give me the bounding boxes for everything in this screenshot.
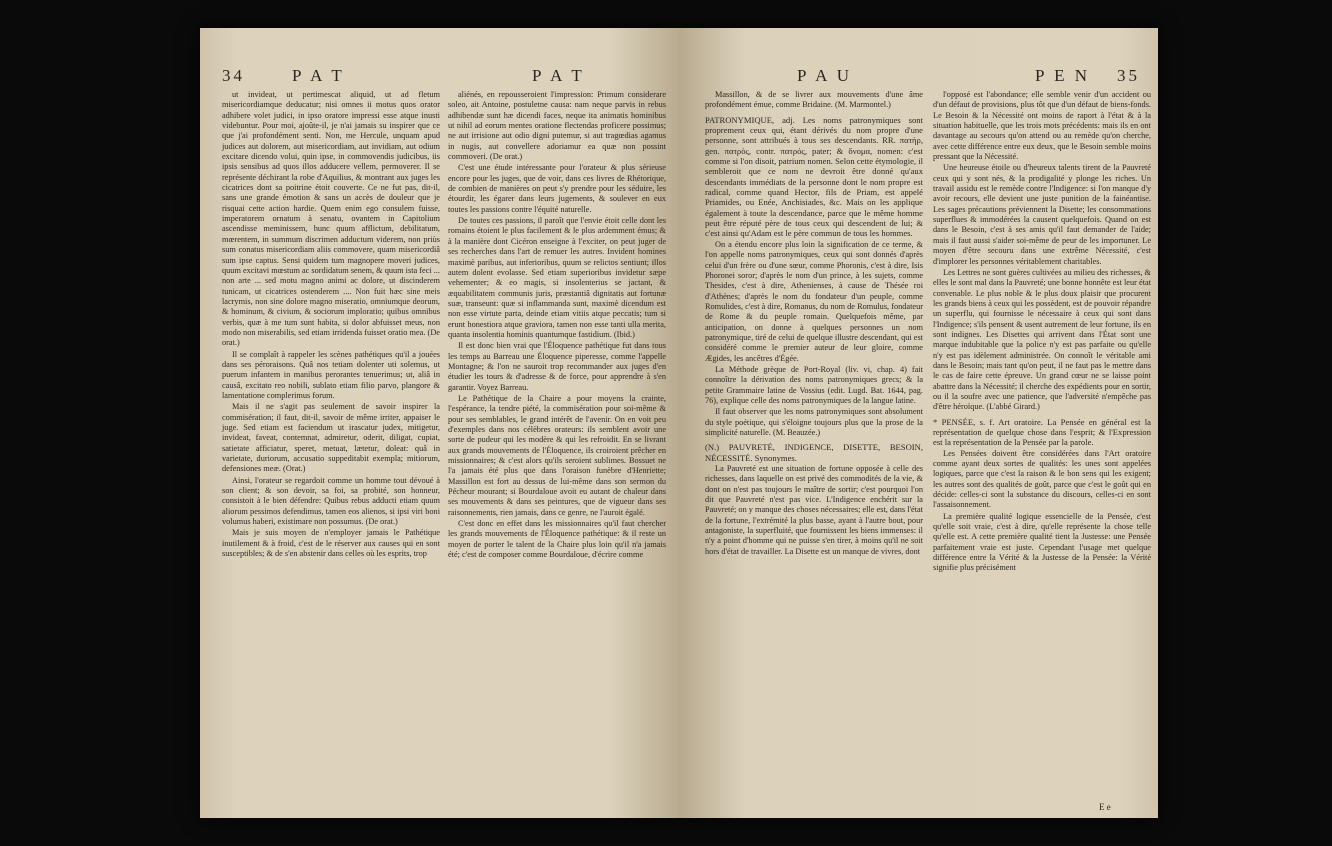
paragraph: Mais je suis moyen de n'employer jamais le Pathétique inutilement & à froid, c'est de le réserver aux causes qui en sont susceptibles; & de s'en abstenir dans celles où les esprits, trop [222,528,440,559]
paragraph: Ainsi, l'orateur se regardoit comme un homme tout dévoué à son client; & son devoir, sa foi, sa probité, son honneur, consistoit à le bien défendre: Quibus rebus adducti etiam quum aliorum pessimos defendimus, tamen eos alienos, si ipsi viri boni volumus haberi, existimare non possumus. (De orat.) [222,475,440,527]
paragraph: Une heureuse étoile ou d'heureux talents tirent de la Pauvreté ceux qui y sont nés, & la prodigalité y plonge les riches. Un travail assidu est le remède contre l'Indigence: si l'on manque d'y avoir recours, elle devient une juste punition de la fainéantise. Les sages précautions préviennent la Disette; les consommations superflues & immodérées la causent quelquefois. Quand on est dans le Besoin, c'est à ses amis qu'il faut demander de l'aide; mais il faut aussi s'aider soi-même de peur de les importuner. Le moyen d'être secouru dans une extrême Nécessité, c'est d'implorer les personnes véritablement charitables. [933,163,1151,266]
right-column-2 [933,90,1151,575]
paragraph: l'opposé est l'abondance; elle semble venir d'un accident ou d'un défaut de provisions, plus tôt que d'un défaut de biens-fonds. Le Besoin & la Nécessité ont moins de raport à l'état & à la situation habituelle, que les trois mots précédents: mais ils en ont davantage au secours qu'on attend ou au remède qu'on cherche, avec cette différence entre eux deux, que le Besoin semble moins pressant que la Nécessité. [933,90,1151,162]
right-header-right: P E N [1035,66,1090,85]
right-running-head [679,66,1158,88]
paragraph: C'est donc en effet dans les missionnaires qu'il faut chercher les grands mouvements de l'Éloquence pathétique: & il reste un moyen de porter le talent de la Chaire plus loin qu'il n'a jamais été; c'est de composer comme Bourdaloue, d'écrire comme [448,519,666,560]
paragraph: Le Pathétique de la Chaire a pour moyens la crainte, l'espérance, la tendre piété, la commisération pour soi-même & pour ses semblables, le grand intérêt de l'avenir. On en voit peu d'exemples dans nos célèbres orateurs: ils semblent avoir une sorte de pudeur qui les modère & qui les refroidit. En se livrant aux grands mouvements de l'Éloquence, ils croiroient prêcher en missionnaires; & c'est alors qu'ils seroient sublimes. Bossuet ne l'a jamais été plus que dans l'oraison funèbre d'Henriette; Massillon est fort au dessus de lui-même dans son sermon du Pécheur mourant; si Bourdaloue avoit eu autant de chaleur dans ses mouvements & dans ses peintures, que de vigueur dans ses raisonnements, rien jamais, dans ce genre, ne l'auroit égalé. [448,393,666,517]
right-column-1 [705,90,923,558]
left-header-left: P A T [292,66,345,85]
paragraph: Les Lettres ne sont guères cultivées au milieu des richesses, & elles le sont mal dans la Pauvreté; une bonne honnête est leur état convenable. Le plus noble & le plus doux plaisir que procurent les grands biens à ceux qui les possèdent, est de pouvoir répandre un superflu, qui fournisse le nécessaire à ceux qui sont dans l'Indigence; s'ils pensent & usent autrement de leur fortune, ils en sont indignes. Les Disettes qui arrivent dans l'État sont une marque indubitable que la police n'y est pas parfaite ou qu'elle n'y est pas idèlement administrée. On connoît le véritable ami dans le Besoin; mais tant qu'on peut, il ne faut pas le mettre dans le cas de faire cette épreuve. Un grand cœur ne se laisse point abattre dans la Nécessité; il cherche des expédients pour en sortir, ou il la soufre avec une patience, que l'adversité n'empêche pas d'être héroïque. (L'abbé Girard.) [933,267,1151,412]
book-spread [200,28,1158,818]
right-header-left: P A U [797,66,853,85]
left-running-head [200,66,679,88]
left-page [200,28,679,818]
paragraph: De toutes ces passions, il paroît que l'envie étoit celle dont les romains étoient le plus facilement & le plus ardemment émus; & à la manière dont Cicéron enseigne à l'exciter, on peut juger de ses recherches dans l'art de remuer les autres. Invident homines maximè paribus, aut inferioribus, quum se relictos sentiunt; illos autem dolent evolasse. Sed etiam superioribus invidetur sæpe vehementer; & eo magis, si insolenterius se jactant, & æquabilitatem communis juris, præstantiâ dignitatis aut fortunæ suæ, transeunt: quæ si inflammanda sunt, maximè dicendum est non esse virtute parta, deinde etiam vitiis atque peccatis; tum si erunt honestiora atque graviora, tamen non esse tanti ulla merita, quanta insolentia hominis quantumque fastidium. (Ibid.) [448,216,666,339]
paragraph: Il est donc bien vrai que l'Éloquence pathétique fut dans tous les temps au Barreau une Éloquence piperesse, comme l'appelle Montagne; & l'on ne sauroit trop recommander aux juges d'en étudier les tours & d'adresse & de force, pour apprendre à s'en garantir. Voyez Barreau. [448,341,666,392]
left-column-1 [222,90,440,560]
paragraph: Les Pensées doivent être considérées dans l'Art oratoire comme ayant deux sortes de qualités: les unes sont appelées logiques, parce que c'est la raison & le bon sens qui les exigent; les autres sont des qualités de goût, parce que c'est le goût qui en décide: celles-ci sont la substance du discours, celles-ci en sont l'assaisonnement. [933,448,1151,510]
entry-heading: * PENSÉE, s. f. Art oratoire. La Pensée en général est la représentation de quelque chose dans l'esprit; & l'Expression est la représentation de la Pensée par la parole. [933,416,1151,448]
paragraph: Il se complaît à rappeler les scènes pathétiques qu'il a jouées dans ses péroraisons. Quâ nos tetiam dolenter uti solemus, ut puerum infantem in manibus perorantes tenuerimus; ut, aliâ in causâ, excitato reo nobili, sublato etiam filio parvo, plangore & lamentatione complerimus forum. [222,349,440,400]
entry-heading: (N.) PAUVRETÉ, INDIGENCE, DISETTE, BESOIN, NÉCESSITÉ. Synonymes. [705,442,923,463]
paragraph: Massillon, & de se livrer aux mouvements d'une âme profondément émue, comme Bridaine. (M. Marmontel.) [705,90,923,110]
paragraph: ut invideat, ut pertimescat aliquid, ut ad fletum misericordiamque deducatur; nisi omnes ii motus quos orator adhibere volet judici, in ipso oratore impressi esse atque inusti videbuntur. Pour moi, ajoûte-il, je n'ai jamais su inspirer que ce que j'ai profondément senti. Non, me Hercule, unquam apud judices aut dolorem, aut misericordiam, aut invidiam, aut odium excitare dicendo volui, quin ipse, in commovendis judicibus, iis ipsis sensibus ad quos illos adducere vellem, permoverer. Il se représente déchirant la robe d'Aquilius, & montrant aux juges les cicatrices dont sa poitrine étoit couverte. Ce ne fut pas, dit-il, sans une grande émotion & sans un accès de douleur que je risquai cette action hardie. Quem enim ego consulem fuisse, imperatorem ornatum à senatu, ovantem in Capitolium ascendisse meminissem, hunc quum afflictum, debilitatum, mœrentem, in summum discrimen adductum viderem, non priùs sum conatus misericordiam aliis commovere, quam misericordiâ sum ipse captus. Sensi quidem tum magnopere moveri judices, quum excitavi mœstum ac sordidatum senem, & quum ista feci ... non arte ... sed motu magno animi ac dolore, ut discinderem tunicam, ut cicatrices ostenderem .... Non fuit hæc sine meis lacrymis, non sine dolore magno miseratio, omniumque deorum, & hominum, & civium, & sociorum imploratio; quibus omnibus verbis, quæ à me tum sunt habita, si dolor abfuisset meus, non modo non miserabilis, sed etiam irridenda fuisset oratio mea. (De orat.) [222,90,440,348]
left-page-number: 34 [222,66,245,85]
paragraph: PATRONYMIQUE, adj. Les noms patronymiques sont proprement ceux qui, étant dérivés du nom propre d'une personne, sont attribués à tous ses descendants. RR. πατὴρ, gen. πατρὸς, contr. πατρός, pater; & ὄνομα, nomen: c'est comme si l'on disoit, patrium nomen. Selon cette étymologie, il sembleroit que ce nom ne devroit être donné qu'aux descendants immédiats de la personne dont le nom propre est radical, comme quand Hector, fils de Priam, est appelé Priamides, ou Enée, Anchisiades, &c. Mais on les applique également à toute la descendance, parce que le même homme peut être réputé père de tous ceux qui descendent de lui; & c'est ainsi qu'Adam est le père commun de tous les hommes. [705,114,923,239]
right-page-number: 35 [1117,66,1140,85]
paragraph: La première qualité logique essencielle de la Pensée, c'est qu'elle soit vraie, c'est à dire, qu'elle représente la chose telle qu'elle est. A cette première qualité tient la Justesse: une Pensée parfaitement vraie est juste. Cependant l'usage met quelque différence entre la Vérité & la Justesse de la Pensée: la Vérité signifie plus précisément [933,511,1151,573]
paragraph: Mais il ne s'agit pas seulement de savoir inspirer la commisération; il faut, dit-il, savoir de même irriter, appaiser le juge. Sed etiam est faciendum ut irascatur judex, mitigetur, invideat, faveat, contemnat, admiretur, oderit, diligat, cupiat, satietate afficiatur, speret, metuat, lætetur, doleat: quâ in varietate, duriorum, accusatio suppeditabit exempla; mitiorum, defensiones meæ. (Orat.) [222,402,440,474]
paragraph: La Méthode grèque de Port-Royal (liv. vi, chap. 4) fait connoître la dérivation des noms patronymiques grecs; & la petite Grammaire latine de Vossius (edit. Lugd. Bat. 1644, pag. 76), explique celle des noms patronymiques de la langue latine. [705,364,923,405]
left-header-right: P A T [532,66,585,85]
paragraph: Il faut observer que les noms patronymiques sont absolument du style poétique, qui s'éloigne toujours plus que la prose de la simplicité naturelle. (M. Beauzée.) [705,407,923,437]
paragraph: aliénés, en repousseroient l'impression: Primum considerare soleo, ait Antoine, postuletne causa: nam neque parvis in rebus adhibendæ sunt hæ dicendi faces, neque ita animatis hominibus ut nihil ad eorum mentes oratione flectendas proficere possimus; ne aut irrisione aut odio digni putemur, si aut tragœdias agamus in nugis, aut convellere adoriamur ea quæ non possint commoveri. (De orat.) [448,90,666,162]
right-page [679,28,1158,818]
left-column-2 [448,90,666,561]
paragraph: La Pauvreté est une situation de fortune opposée à celle des richesses, dans laquelle on est privé des commodités de la vie, & dont on n'est pas toujours le maître de sortir; c'est pourquoi l'on dit que Pauvreté n'est pas vice. L'Indigence enchérit sur la Pauvreté; on y manque des choses nécessaires; elle est, dans l'état de la fortune, l'extrémité la plus basse, ayant à l'autre bout, pour antagoniste, la superfluité, que fournissent les biens immenses: il n'y a point d'homme qui ne puisse s'en tirer, à moins qu'il ne soit hors d'état de travailler. La Disette est un manque de vivres, dont [705,464,923,556]
signature-mark: E e [1099,802,1111,812]
paragraph: On a étendu encore plus loin la signification de ce terme, & l'on appelle noms patronymiques, ceux qui sont donnés d'après celui d'un frère ou d'une sœur, comme Phoronis, c'est à dire, Isis Phoronei soror; d'après le nom d'un prince, à les sujets, comme Thesides, c'est à dire, Athenienses, à cause de Thésée roi d'Athènes; d'après le nom du fondateur d'un peuple, comme Romulides, c'est à dire, Romanus, du nom de Romulus, fondateur de Rome & du peuple romain. Quelquefois même, par anticipation, on donne à quelques personnes un nom patronymique, tiré de celui de quelque illustre descendant, qui est considéré comme le premier auteur de leur gloire, comme Ægides, les ancêtres d'Égée. [705,239,923,363]
paragraph: C'est une étude intéressante pour l'orateur & plus sérieuse encore pour les juges, que de voir, dans ces livres de Rhétorique, de combien de manières on peut s'y prendre pour les séduire, les étourdir, les égarer dans leurs jugements, & soulever en eux toutes les passions contre l'équité naturelle. [448,163,666,214]
